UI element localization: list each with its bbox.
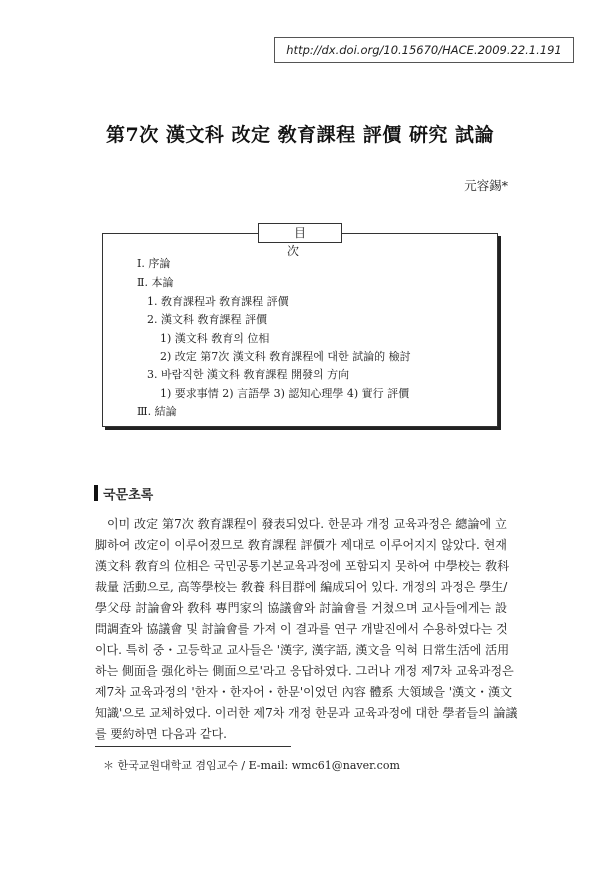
toc-item: 1. 敎育課程과 敎育課程 評價: [147, 295, 289, 308]
abstract-line: 漢文科 敎育의 位相은 국민공통기본교육과정에 포함되지 못하여 中學校는 敎科: [95, 559, 510, 573]
toc-item: Ⅱ. 本論: [137, 276, 174, 289]
toc-item: 2. 漢文科 敎育課程 評價: [147, 313, 267, 326]
abstract-line: 學父母 討論會와 敎科 專門家의 協議會와 討論會를 거쳤으며 교사들에게는 設: [95, 601, 507, 615]
toc-heading: 目 次: [258, 223, 342, 243]
section-marker: [94, 485, 98, 501]
toc-item: Ⅲ. 結論: [137, 405, 177, 418]
toc-item: 2) 改定 第7次 漢文科 敎育課程에 대한 試論的 檢討: [160, 350, 411, 363]
doi-link[interactable]: http://dx.doi.org/10.15670/HACE.2009.22.1.191: [274, 37, 574, 63]
author-name: 元容錫*: [464, 178, 508, 193]
toc-item: Ⅰ. 序論: [137, 257, 171, 270]
abstract-line: 를 要約하면 다음과 같다.: [95, 727, 227, 741]
toc-item: 1) 漢文科 敎育의 位相: [160, 332, 270, 345]
paper-title: 第7次 漢文科 改定 敎育課程 評價 硏究 試論: [106, 124, 494, 146]
abstract-line: 하는 側面을 强化하는 側面으로'라고 응답하였다. 그러나 개정 제7차 교육과정은: [95, 664, 514, 678]
abstract-line: 裁量 活動으로, 高等學校는 敎養 科目群에 編成되어 있다. 개정의 과정은 學生/: [95, 580, 508, 594]
abstract-line: 脚하여 改定이 이루어졌므로 敎育課程 評價가 제대로 이루어지지 않았다. 현재: [95, 538, 507, 552]
toc-shadow: [498, 236, 501, 430]
abstract-line: 問調査와 協議會 및 討論會를 가져 이 결과를 연구 개발진에서 수용하였다는 것: [95, 622, 508, 636]
footnote-divider: [95, 746, 291, 747]
abstract-line: 이미 改定 第7次 敎育課程이 發表되었다. 한문과 개정 교육과정은 總論에 立: [107, 517, 507, 531]
abstract-line: 知識'으로 교체하였다. 이러한 제7차 개정 한문과 교육과정에 대한 學者들의 論議: [95, 706, 518, 720]
author-footnote: ＊ 한국교원대학교 겸임교수 / E-mail: wmc61@naver.com: [103, 759, 400, 772]
abstract-line: 제7차 교육과정의 '한자・한자어・한문'이었던 內容 體系 大領域을 '漢文・漢文: [95, 685, 513, 699]
toc-shadow: [105, 427, 501, 430]
abstract-heading: 국문초록: [103, 488, 154, 503]
toc-item: 3. 바람직한 漢文科 敎育課程 開發의 方向: [147, 368, 350, 381]
toc-item: 1) 要求事情 2) 言語學 3) 認知心理學 4) 實行 評價: [160, 387, 410, 400]
abstract-line: 이다. 특히 중・고등학교 교사들은 '漢字, 漢字語, 漢文을 익혀 日常生活에 活用: [95, 643, 510, 657]
